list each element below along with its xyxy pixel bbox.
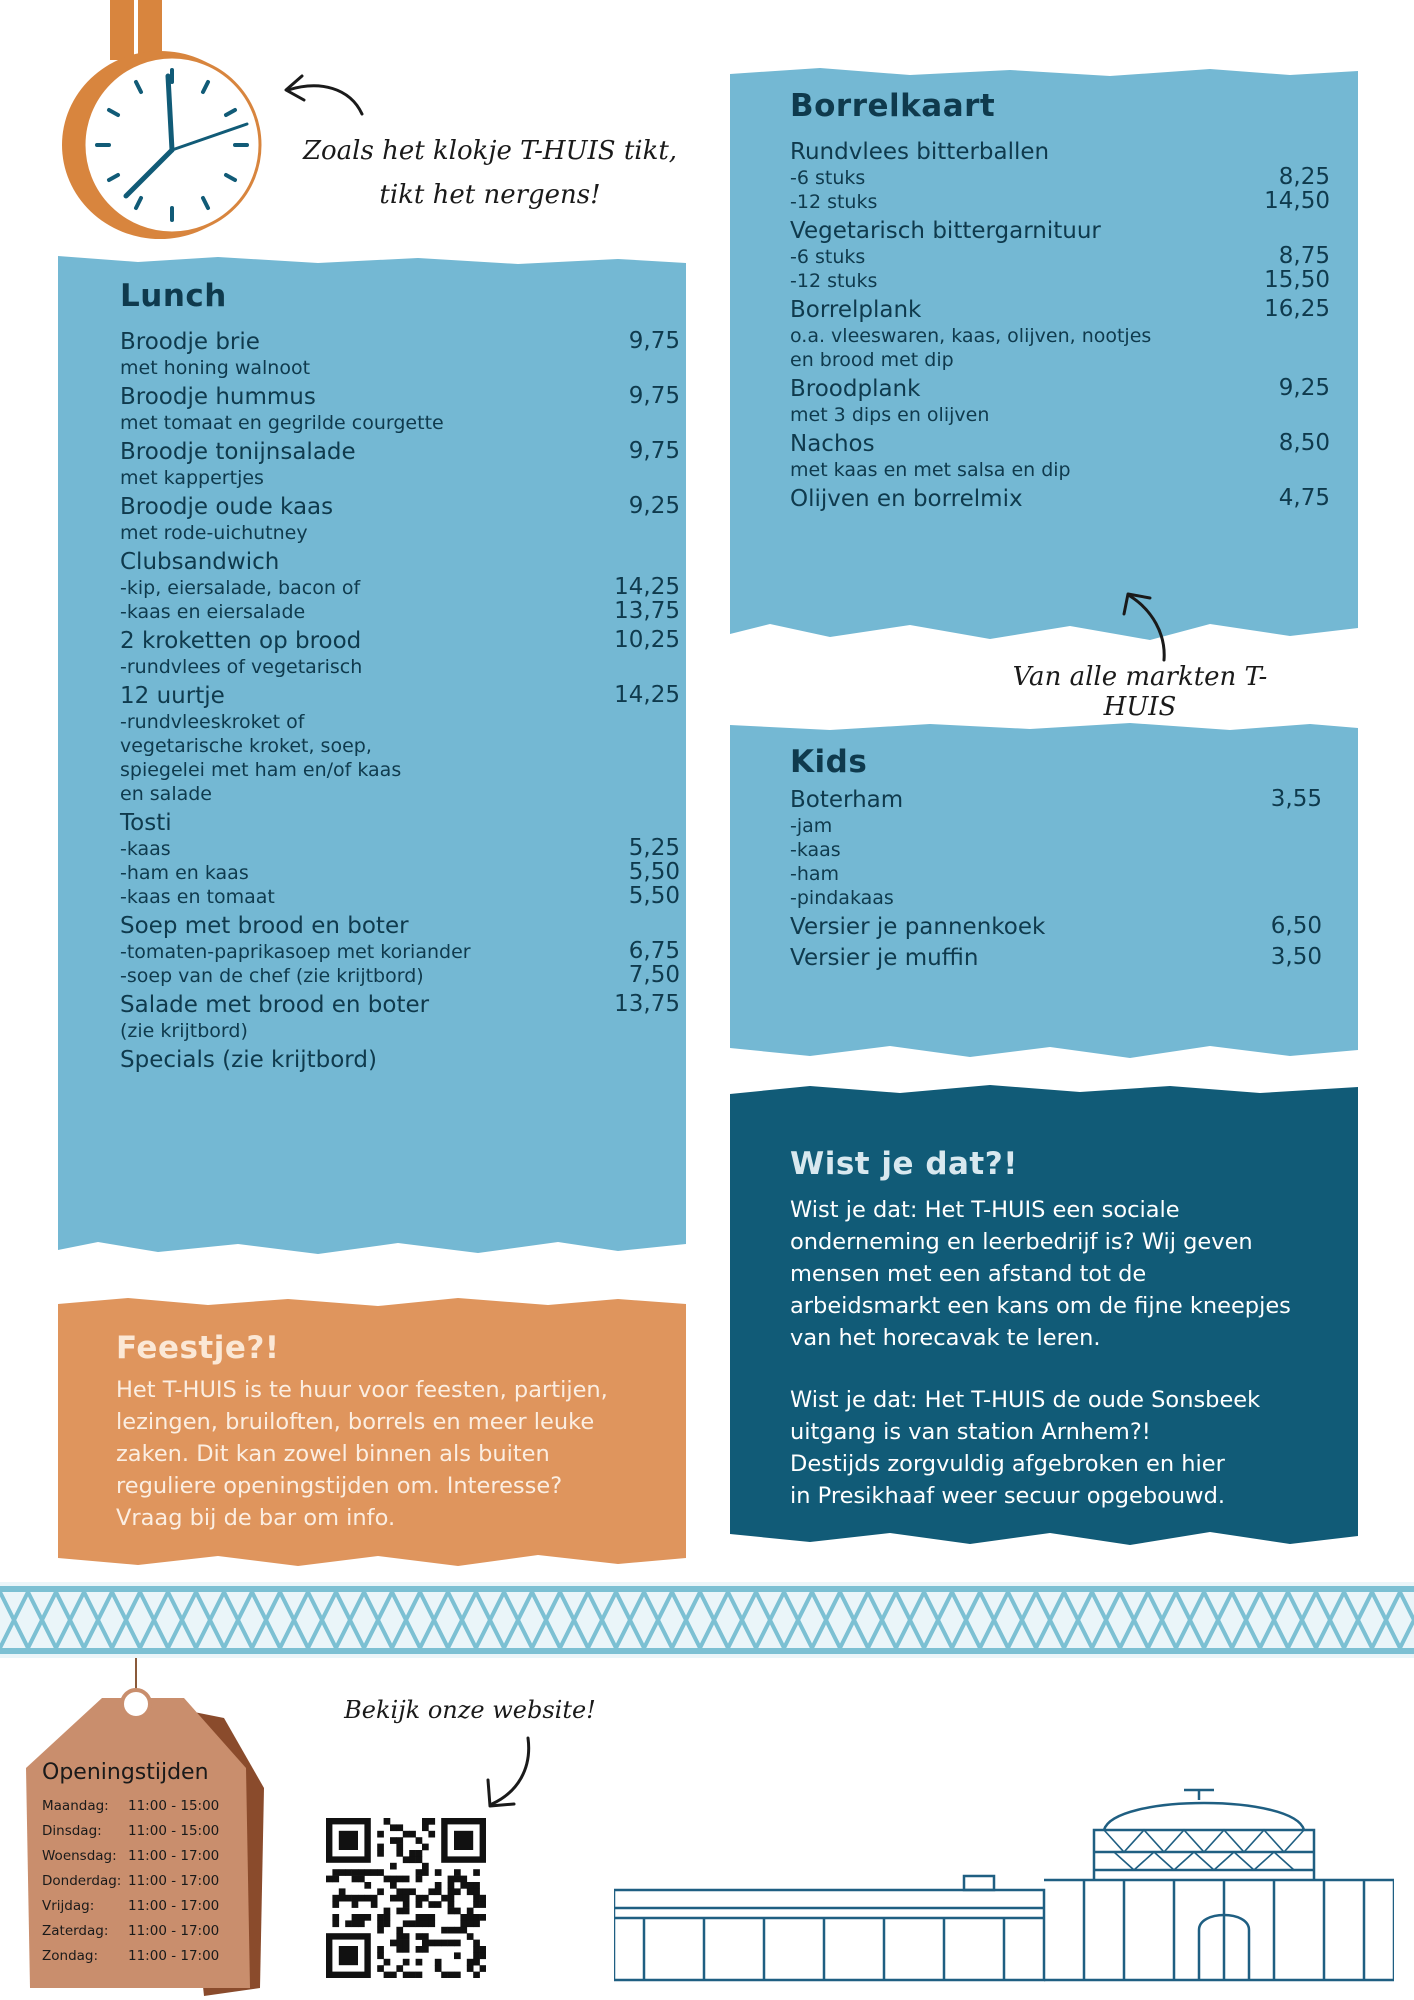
- menu-item: [120, 383, 680, 435]
- hours-day: Maandag:: [42, 1798, 109, 1814]
- menu-item-desc: -12 stuks 15,50: [790, 267, 1330, 293]
- building-illustration: [614, 1780, 1394, 1990]
- menu-item-name: Broodje tonijnsalade: [120, 439, 356, 465]
- hours-day: Donderdag:: [42, 1873, 122, 1889]
- menu-item-desc-price: 8,75: [1278, 243, 1330, 269]
- hours-day: Zondag:: [42, 1948, 99, 1964]
- menu-item-price: 8,50: [1278, 430, 1330, 456]
- feestje-panel: [58, 1296, 686, 1568]
- hours-time: 11:00 - 17:00: [128, 1923, 220, 1939]
- wist-line: mensen met een afstand tot de: [790, 1261, 1147, 1287]
- menu-item-price: 3,50: [1270, 944, 1322, 970]
- menu-item-price: 9,25: [1278, 375, 1330, 401]
- menu-item-name: Broodplank: [790, 376, 921, 402]
- menu-item-desc-price: 14,25: [614, 574, 680, 600]
- menu-item-name: Broodje hummus: [120, 384, 316, 410]
- menu-item: [790, 913, 1322, 941]
- menu-item-desc: -kaas en eiersalade 13,75: [120, 598, 680, 624]
- hours-time: 11:00 - 15:00: [128, 1823, 220, 1839]
- wist-line: Wist je dat: Het T-HUIS een sociale: [790, 1197, 1180, 1223]
- menu-item-name: Nachos: [790, 431, 875, 457]
- feestje-line: Het T-HUIS is te huur voor feesten, partijen,: [116, 1377, 608, 1403]
- wist-line: Destijds zorgvuldig afgebroken en hier: [790, 1451, 1225, 1477]
- wist-line: van het horecavak te leren.: [790, 1325, 1101, 1351]
- menu-item-name: Tosti: [120, 810, 172, 836]
- wist-line: arbeidsmarkt een kans om de fijne kneepjes: [790, 1293, 1291, 1319]
- menu-item-desc: met honing walnoot: [120, 357, 311, 379]
- menu-item-name: Versier je muffin: [790, 945, 979, 971]
- menu-item-desc-price: 15,50: [1264, 267, 1330, 293]
- menu-item: [120, 493, 680, 545]
- feestje-text: [116, 1374, 676, 1534]
- menu-item-desc: -kaas: [790, 839, 841, 861]
- menu-item-desc: -ham en kaas 5,50: [120, 859, 680, 885]
- menu-item-desc: -rundvleeskroket of: [120, 711, 305, 733]
- menu-item-price: 9,75: [628, 383, 680, 409]
- menu-item: [120, 912, 680, 988]
- menu-item-desc-price: 14,50: [1264, 188, 1330, 214]
- menu-item-name: 2 kroketten op brood: [120, 628, 362, 654]
- menu-item: [790, 485, 1330, 513]
- menu-item-price: 16,25: [1264, 296, 1330, 322]
- feestje-line: Vraag bij de bar om info.: [116, 1505, 396, 1531]
- hours-time: 11:00 - 17:00: [128, 1848, 220, 1864]
- menu-item: [790, 296, 1330, 372]
- menu-item-desc: met 3 dips en olijven: [790, 404, 990, 426]
- hours-time: 11:00 - 17:00: [128, 1898, 220, 1914]
- hours-tag: [24, 1658, 274, 2000]
- menu-item-price: 9,75: [628, 438, 680, 464]
- menu-item-name: Soep met brood en boter: [120, 913, 409, 939]
- arrow-down-icon: [478, 1734, 538, 1814]
- menu-item-name: Broodje oude kaas: [120, 494, 334, 520]
- arrow-up-icon: [1118, 586, 1178, 666]
- slogan-line-2: tikt het nergens!: [379, 180, 601, 210]
- menu-item: [120, 328, 680, 380]
- menu-item-desc: -soep van de chef (zie krijtbord) 7,50: [120, 962, 680, 988]
- menu-item-name: Versier je pannenkoek: [790, 914, 1046, 940]
- menu-item-desc: -6 stuks 8,75: [790, 243, 1330, 269]
- menu-item-price: 6,50: [1270, 913, 1322, 939]
- menu-item: [120, 548, 680, 624]
- menu-item: [120, 627, 680, 679]
- menu-item-desc-price: 5,50: [628, 883, 680, 909]
- menu-item: [120, 682, 680, 806]
- menu-item-name: 12 uurtje: [120, 683, 225, 709]
- menu-item-name: Clubsandwich: [120, 549, 280, 575]
- hours-time: 11:00 - 17:00: [128, 1873, 220, 1889]
- menu-item-desc: met kappertjes: [120, 467, 264, 489]
- menu-item-name: Rundvlees bitterballen: [790, 139, 1050, 165]
- hours-time: 11:00 - 17:00: [128, 1948, 220, 1964]
- menu-item-price: 3,55: [1270, 786, 1322, 812]
- feestje-title: Feestje?!: [116, 1330, 280, 1366]
- menu-item: [120, 809, 680, 909]
- arrow-left-icon: [280, 70, 370, 120]
- menu-item-desc: -12 stuks 14,50: [790, 188, 1330, 214]
- menu-item-desc: -6 stuks 8,25: [790, 164, 1330, 190]
- hours-day: Dinsdag:: [42, 1823, 102, 1839]
- menu-item-desc: met kaas en met salsa en dip: [790, 459, 1071, 481]
- menu-item: [120, 1046, 680, 1074]
- slogan: [300, 136, 680, 210]
- menu-item-desc: o.a. vleeswaren, kaas, olijven, nootjes: [790, 325, 1152, 347]
- menu-item-price: 4,75: [1278, 485, 1330, 511]
- qr-code[interactable]: [326, 1818, 486, 1978]
- feestje-line: zaken. Dit kan zowel binnen als buiten: [116, 1441, 550, 1467]
- menu-item-price: 13,75: [614, 991, 680, 1017]
- menu-item-desc: met tomaat en gegrilde courgette: [120, 412, 444, 434]
- kids-title: Kids: [790, 744, 868, 780]
- menu-item: [120, 991, 680, 1043]
- menu-item-desc: en brood met dip: [790, 349, 954, 371]
- hours-day: Woensdag:: [42, 1848, 117, 1864]
- lunch-title: Lunch: [120, 278, 227, 314]
- borrel-menu: [790, 138, 1330, 516]
- menu-item-name: Vegetarisch bittergarnituur: [790, 218, 1101, 244]
- hours-title: Openingstijden: [42, 1760, 209, 1785]
- menu-item-desc: -jam: [790, 815, 833, 837]
- feestje-line: reguliere openingstijden om. Interesse?: [116, 1473, 563, 1499]
- wist-line: onderneming en leerbedrijf is? Wij geven: [790, 1229, 1253, 1255]
- menu-item-desc: -kip, eiersalade, bacon of 14,25: [120, 574, 680, 600]
- menu-item: [790, 138, 1330, 214]
- menu-item-desc: -kaas 5,25: [120, 835, 680, 861]
- menu-item-desc-price: 5,50: [628, 859, 680, 885]
- menu-item-name: Olijven en borrelmix: [790, 486, 1023, 512]
- menu-item-desc-price: 6,75: [628, 938, 680, 964]
- hours-day: Vrijdag:: [42, 1898, 95, 1914]
- menu-item: [790, 786, 1322, 910]
- menu-item-price: 9,75: [628, 328, 680, 354]
- menu-item-name: Borrelplank: [790, 297, 922, 323]
- menu-item-desc: -kaas en tomaat 5,50: [120, 883, 680, 909]
- menu-item-desc: -pindakaas: [790, 887, 894, 909]
- menu-item-name: Salade met brood en boter: [120, 992, 430, 1018]
- menu-item-desc-price: 8,25: [1278, 164, 1330, 190]
- menu-item-desc: met rode-uichutney: [120, 522, 308, 544]
- menu-item-name: Broodje brie: [120, 329, 260, 355]
- menu-item-desc-price: 13,75: [614, 598, 680, 624]
- menu-item-desc: (zie krijtbord): [120, 1020, 248, 1042]
- wist-line: in Presikhaaf weer secuur opgebouwd.: [790, 1483, 1226, 1509]
- wist-title: Wist je dat?!: [790, 1146, 1018, 1182]
- menu-item: [790, 944, 1322, 972]
- borrel-panel: [730, 68, 1358, 648]
- menu-item-price: 14,25: [614, 682, 680, 708]
- menu-item-price: 9,25: [628, 493, 680, 519]
- kids-panel: [730, 722, 1358, 1064]
- menu-item-desc: en salade: [120, 783, 212, 805]
- slogan-line-1: Zoals het klokje T-HUIS tikt,: [302, 136, 678, 166]
- menu-item-name: Boterham: [790, 787, 904, 813]
- menu-item: [790, 375, 1330, 427]
- clock-illustration: [50, 0, 280, 240]
- menu-item-desc: vegetarische kroket, soep,: [120, 735, 372, 757]
- wist-line: Wist je dat: Het T-HUIS de oude Sonsbeek: [790, 1387, 1261, 1413]
- wist-paragraph-1: [790, 1194, 1291, 1354]
- lunch-panel: [58, 256, 686, 1272]
- menu-item-desc-price: 5,25: [628, 835, 680, 861]
- wist-line: uitgang is van station Arnhem?!: [790, 1419, 1151, 1445]
- menu-item-desc: -tomaten-paprikasoep met koriander 6,75: [120, 938, 680, 964]
- wist-panel: [730, 1084, 1358, 1548]
- lunch-menu: [120, 328, 680, 1077]
- menu-item-desc: -ham: [790, 863, 840, 885]
- hours-day: Zaterdag:: [42, 1923, 109, 1939]
- borrel-title: Borrelkaart: [790, 88, 996, 124]
- wist-paragraph-2: [790, 1384, 1260, 1512]
- hours-time: 11:00 - 15:00: [128, 1798, 220, 1814]
- hours-table: [42, 1798, 252, 1978]
- menu-item-desc: spiegelei met ham en/of kaas: [120, 759, 402, 781]
- website-note: Bekijk onze website!: [344, 1696, 596, 1724]
- menu-item: [790, 430, 1330, 482]
- kids-menu: [790, 786, 1322, 975]
- feestje-line: lezingen, bruiloften, borrels en meer leuke: [116, 1409, 595, 1435]
- menu-item-desc: -rundvlees of vegetarisch: [120, 656, 363, 678]
- menu-item-price: 10,25: [614, 627, 680, 653]
- menu-item: [120, 438, 680, 490]
- menu-item-desc-price: 7,50: [628, 962, 680, 988]
- menu-item-name: Specials (zie krijtbord): [120, 1047, 377, 1073]
- lattice-band: [0, 1582, 1414, 1658]
- menu-item: [790, 217, 1330, 293]
- markets-note: Van alle markten T-HUIS: [1012, 662, 1268, 722]
